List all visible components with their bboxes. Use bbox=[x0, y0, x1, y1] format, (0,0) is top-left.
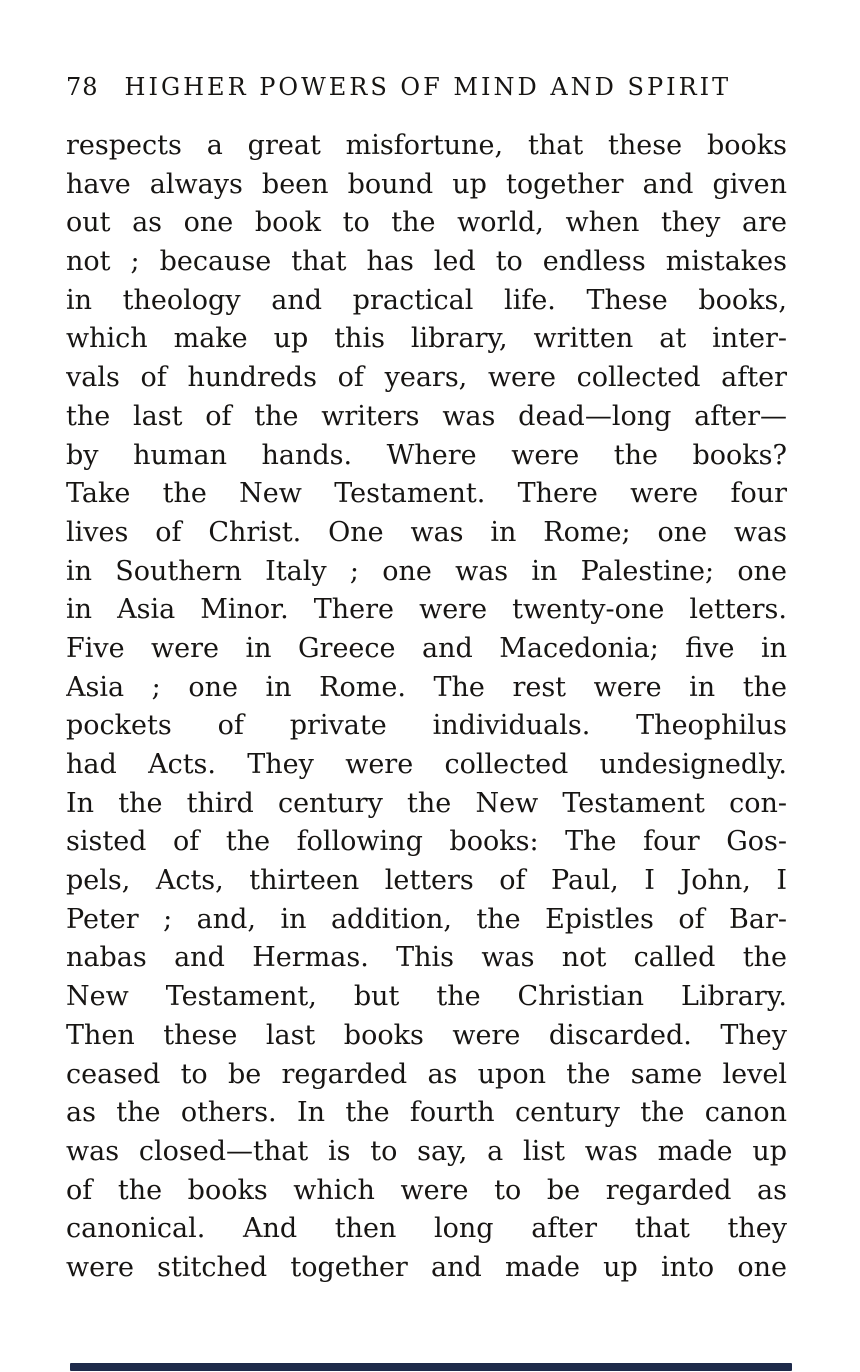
text-line: canonical. And then long after that they bbox=[66, 1213, 787, 1245]
text-line: in theology and practical life. These books, bbox=[66, 284, 787, 316]
text-line: Peter ; and, in addition, the Epistles of Bar- bbox=[66, 903, 787, 935]
body-text bbox=[66, 127, 787, 1288]
text-line: in Southern Italy ; one was in Palestine; one bbox=[66, 555, 787, 587]
text-line: pockets of private individuals. Theophilus bbox=[66, 710, 787, 742]
page-number: 78 bbox=[66, 73, 99, 101]
text-line: sisted of the following books: The four Gos- bbox=[66, 826, 787, 858]
text-line: by human hands. Where were the books? bbox=[66, 439, 787, 471]
text-line: respects a great misfortune, that these books bbox=[66, 130, 787, 161]
text-line: not ; because that has led to endless mistakes bbox=[66, 246, 787, 278]
text-line: out as one book to the world, when they are bbox=[66, 207, 787, 239]
text-line: pels, Acts, thirteen letters of Paul, I John, I bbox=[66, 865, 787, 897]
text-line: have always been bound up together and given bbox=[66, 168, 787, 200]
text-line: Asia ; one in Rome. The rest were in the bbox=[66, 671, 787, 703]
text-line: had Acts. They were collected undesignedly. bbox=[66, 749, 787, 780]
text-line: ceased to be regarded as upon the same level bbox=[66, 1058, 787, 1090]
text-line: Take the New Testament. There were four bbox=[66, 478, 787, 510]
text-line: nabas and Hermas. This was not called the bbox=[66, 942, 787, 974]
text-line: In the third century the New Testament con- bbox=[66, 787, 787, 819]
text-line: as the others. In the fourth century the canon bbox=[66, 1097, 787, 1129]
scan-edge-artifact bbox=[70, 1363, 792, 1371]
text-line: lives of Christ. One was in Rome; one was bbox=[66, 516, 787, 548]
page-header bbox=[66, 72, 731, 102]
text-line: Five were in Greece and Macedonia; five in bbox=[66, 632, 787, 664]
text-line: which make up this library, written at inter- bbox=[66, 323, 787, 355]
text-line: of the books which were to be regarded as bbox=[66, 1174, 787, 1206]
text-line: vals of hundreds of years, were collected after bbox=[66, 362, 787, 394]
text-line: in Asia Minor. There were twenty-one letters. bbox=[66, 594, 787, 626]
running-title: HIGHER POWERS OF MIND AND SPIRIT bbox=[124, 73, 732, 101]
text-line: Then these last books were discarded. They bbox=[66, 1019, 787, 1051]
text-line: was closed—that is to say, a list was made up bbox=[66, 1135, 787, 1167]
text-line: the last of the writers was dead—long after— bbox=[66, 400, 787, 432]
text-line: were stitched together and made up into one bbox=[66, 1251, 787, 1283]
text-line: New Testament, but the Christian Library. bbox=[66, 981, 787, 1013]
